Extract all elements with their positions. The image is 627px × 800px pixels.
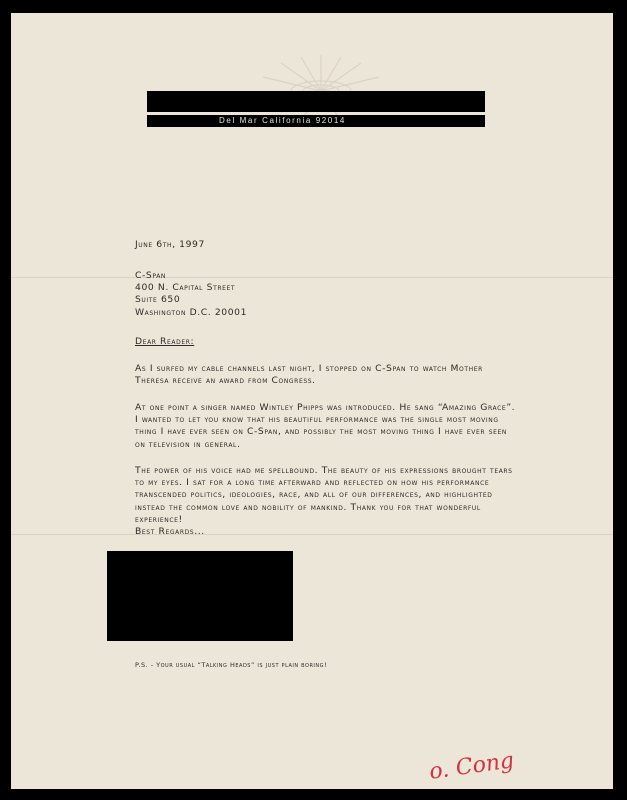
recipient-line: C-Span [135, 270, 166, 281]
redacted-letterhead-right [360, 115, 485, 127]
recipient-address [135, 270, 247, 319]
postscript: P.S. - Your usual “Talking Heads” is just plain boring! [135, 661, 328, 669]
recipient-line: Suite 650 [135, 294, 181, 306]
closing: Best Regards... [135, 526, 205, 537]
paragraph-3: The power of his voice had me spellbound. The beauty of his expressions brought tears to my eyes. I sat for a long time afterward and reflected on how his performance transcended politics, ideologies, race, and all of our differences, and highlighted instead the common love and nobility of mankind. Thank you for that wonderful experience! [135, 465, 513, 525]
redacted-signature [107, 551, 293, 641]
paragraph-2: At one point a singer named Wintley Phipps was introduced. He sang “Amazing Grace”. I wanted to let you know that his beautiful performance was the single most moving thing I have ever seen on C-Span, and possibly the most moving thing I have ever seen on television in general. [135, 402, 516, 450]
sunburst-emblem-icon [251, 53, 391, 123]
redacted-letterhead-left [147, 115, 205, 127]
recipient-line: Washington D.C. 20001 [135, 306, 248, 318]
paragraph-1: As I surfed my cable channels last night, I stopped on C-Span to watch Mother Theresa receive an award from Congress. [135, 363, 483, 387]
salutation: Dear Reader: [135, 336, 195, 347]
letter-page [11, 13, 613, 789]
handwritten-annotation: o. Cong [427, 748, 516, 785]
fold-line [11, 534, 613, 535]
fold-line [11, 277, 613, 278]
letter-date: June 6th, 1997 [135, 239, 205, 250]
redacted-letterhead-name [147, 91, 485, 112]
recipient-line: 400 N. Capital Street [135, 282, 236, 294]
letterhead-address: Del Mar California 92014 [205, 115, 360, 127]
